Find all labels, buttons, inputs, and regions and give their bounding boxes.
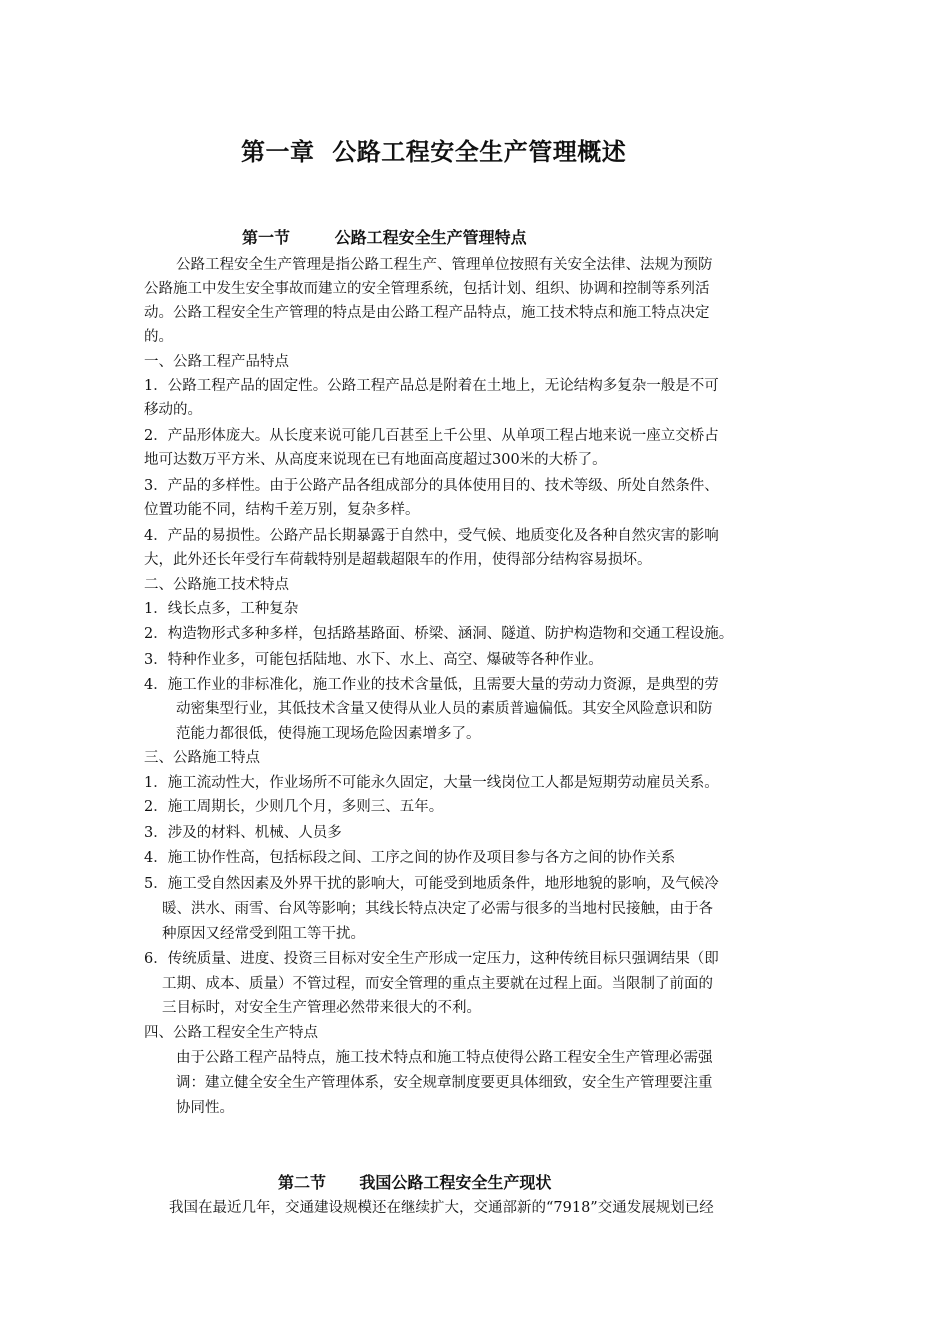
list-item: 种原因又经常受到阻工等干扰。 <box>162 926 365 942</box>
heading-line: 二、公路施工技术特点 <box>144 577 289 593</box>
chapter-title: 第一章 公路工程安全生产管理概述 <box>241 138 627 166</box>
list-item: 1．线长点多，工种复杂 <box>144 601 299 617</box>
section-title: 第二节 我国公路工程安全生产现状 <box>278 1173 552 1192</box>
list-item: 3．产品的多样性。由于公路产品各组成部分的具体使用目的、技术等级、所处自然条件、 <box>144 478 719 494</box>
list-item: 三目标时，对安全生产管理必然带来很大的不利。 <box>162 1000 481 1016</box>
list-item: 5．施工受自然因素及外界干扰的影响大，可能受到地质条件，地形地貌的影响，及气候冷 <box>144 876 719 892</box>
paragraph-line: 的。 <box>144 329 173 345</box>
list-item: 4．施工协作性高，包括标段之间、工序之间的协作及项目参与各方之间的协作关系 <box>144 850 676 866</box>
list-item: 大，此外还长年受行车荷载特别是超载超限车的作用，使得部分结构容易损坏。 <box>144 552 652 568</box>
list-item: 动密集型行业，其低技术含量又使得从业人员的素质普遍偏低。其安全风险意识和防 <box>176 701 713 717</box>
paragraph-line: 公路施工中发生安全事故而建立的安全管理系统，包括计划、组织、协调和控制等系列活 <box>144 281 710 297</box>
list-item: 地可达数万平方米、从高度来说现在已有地面高度超过300米的大桥了。 <box>144 452 607 468</box>
list-item: 暖、洪水、雨雪、台风等影响；其线长特点决定了必需与很多的当地村民接触，由于各 <box>162 901 713 917</box>
list-item: 3．特种作业多，可能包括陆地、水下、水上、高空、爆破等各种作业。 <box>144 652 603 668</box>
list-item: 2．构造物形式多种多样，包括路基路面、桥梁、涵洞、隧道、防护构造物和交通工程设施。 <box>144 626 734 642</box>
list-item: 2．产品形体庞大。从长度来说可能几百甚至上千公里、从单项工程占地来说一座立交桥占 <box>144 428 719 444</box>
heading-line: 四、公路工程安全生产特点 <box>144 1025 318 1041</box>
list-item: 1．公路工程产品的固定性。公路工程产品总是附着在土地上，无论结构多复杂一般是不可 <box>144 378 719 394</box>
list-item: 6．传统质量、进度、投资三目标对安全生产形成一定压力，这种传统目标只强调结果（即 <box>144 951 719 967</box>
paragraph-line: 调：建立健全安全生产管理体系，安全规章制度要更具体细致，安全生产管理要注重 <box>176 1075 713 1091</box>
list-item: 4．施工作业的非标准化，施工作业的技术含量低，且需要大量的劳动力资源，是典型的劳 <box>144 677 719 693</box>
section-title: 第一节 公路工程安全生产管理特点 <box>242 228 527 247</box>
paragraph-line: 公路工程安全生产管理是指公路工程生产、管理单位按照有关安全法律、法规为预防 <box>176 257 713 273</box>
list-item: 移动的。 <box>144 402 202 418</box>
list-item: 1．施工流动性大，作业场所不可能永久固定，大量一线岗位工人都是短期劳动雇员关系。 <box>144 775 719 791</box>
paragraph-line: 协同性。 <box>176 1100 234 1116</box>
heading-line: 三、公路施工特点 <box>144 750 260 766</box>
list-item: 位置功能不同，结构千差万别，复杂多样。 <box>144 502 420 518</box>
list-item: 4．产品的易损性。公路产品长期暴露于自然中，受气候、地质变化及各种自然灾害的影响 <box>144 528 719 544</box>
paragraph-line: 由于公路工程产品特点，施工技术特点和施工特点使得公路工程安全生产管理必需强 <box>176 1050 713 1066</box>
list-item: 2．施工周期长，少则几个月，多则三、五年。 <box>144 799 444 815</box>
list-item: 工期、成本、质量）不管过程，而安全管理的重点主要就在过程上面。当限制了前面的 <box>162 976 713 992</box>
paragraph-line: 动。公路工程安全生产管理的特点是由公路工程产品特点，施工技术特点和施工特点决定 <box>144 305 710 321</box>
paragraph-line: 我国在最近几年，交通建设规模还在继续扩大，交通部新的“7918”交通发展规划已经 <box>169 1200 714 1216</box>
heading-line: 一、公路工程产品特点 <box>144 354 289 370</box>
list-item: 3．涉及的材料、机械、人员多 <box>144 825 342 841</box>
list-item: 范能力都很低，使得施工现场危险因素增多了。 <box>176 726 481 742</box>
